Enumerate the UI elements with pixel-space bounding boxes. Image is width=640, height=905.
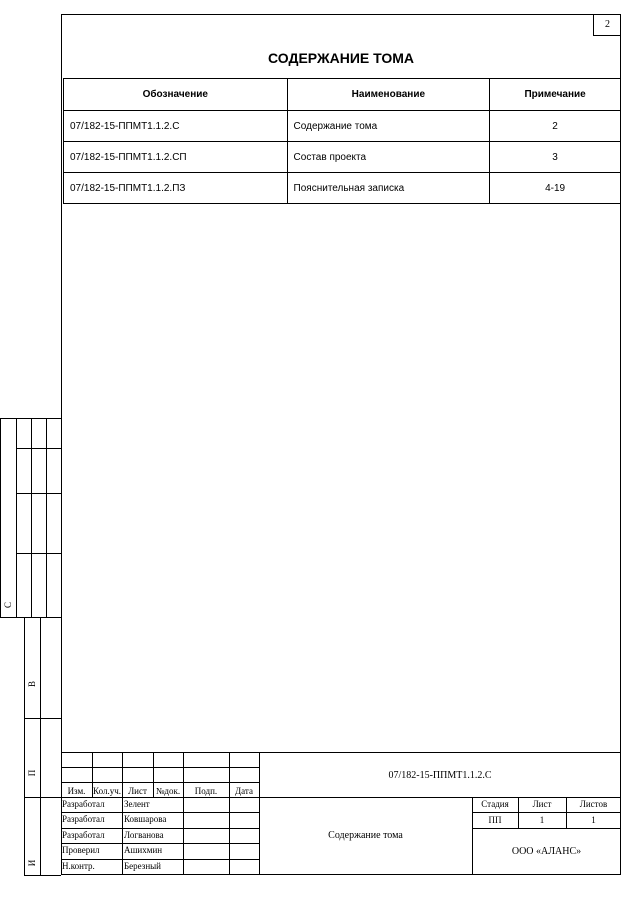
role-developer: Разработал bbox=[62, 799, 105, 809]
col-data: Дата bbox=[235, 785, 253, 796]
name-ashikhmin: Ашихмин bbox=[124, 845, 163, 855]
row-name: Состав проекта bbox=[287, 142, 490, 173]
contents-table bbox=[63, 78, 621, 204]
sheets-value: 1 bbox=[591, 814, 596, 825]
sheet-label: Лист bbox=[532, 799, 552, 809]
row-note: 2 bbox=[490, 111, 621, 142]
row-name: Содержание тома bbox=[287, 111, 490, 142]
table-row bbox=[64, 142, 621, 173]
row-designation: 07/182-15-ППМТ1.1.2.С bbox=[64, 111, 288, 142]
role-checker: Проверил bbox=[62, 845, 100, 855]
col-izm: Изм. bbox=[67, 785, 86, 796]
sheet-value: 1 bbox=[539, 814, 545, 825]
sheet-number: 2 bbox=[593, 14, 621, 36]
col-list: Лист bbox=[128, 785, 147, 796]
name-kovsharova: Ковшарова bbox=[124, 814, 167, 824]
role-developer: Разработал bbox=[62, 814, 105, 824]
table-header-row bbox=[64, 79, 621, 111]
row-note: 3 bbox=[490, 142, 621, 173]
page-title: СОДЕРЖАНИЕ ТОМА bbox=[268, 50, 414, 66]
col-podp: Подп. bbox=[194, 785, 218, 796]
table-row bbox=[64, 111, 621, 142]
table-row bbox=[64, 173, 621, 204]
row-note: 4-19 bbox=[490, 173, 621, 204]
header-designation: Обозначение bbox=[64, 79, 288, 111]
header-note: Примечание bbox=[490, 79, 621, 111]
col-ndok: №док. bbox=[155, 785, 181, 796]
sheets-label: Листов bbox=[579, 799, 608, 809]
name-zelent: Зелент bbox=[124, 799, 150, 809]
col-kol-uch: Кол.уч. bbox=[93, 785, 121, 796]
role-norm-control: Н.контр. bbox=[62, 861, 95, 871]
side-label-v: В bbox=[27, 681, 37, 688]
header-name: Наименование bbox=[287, 79, 490, 111]
document-name: Содержание тома bbox=[328, 830, 403, 841]
side-label-c: С bbox=[3, 602, 13, 609]
side-label-p: П bbox=[27, 769, 37, 777]
company-name: ООО «АЛАНС» bbox=[511, 845, 582, 857]
row-name: Пояснительная записка bbox=[287, 173, 490, 204]
row-designation: 07/182-15-ППМТ1.1.2.СП bbox=[64, 142, 288, 173]
document-code: 07/182-15-ППМТ1.1.2.С bbox=[388, 770, 492, 781]
row-designation: 07/182-15-ППМТ1.1.2.ПЗ bbox=[64, 173, 288, 204]
stage-label: Стадия bbox=[481, 799, 509, 809]
name-logvanova: Логванова bbox=[124, 830, 164, 840]
name-bereznyi: Березный bbox=[124, 861, 162, 871]
role-developer: Разработал bbox=[62, 830, 105, 840]
side-label-i: И bbox=[27, 859, 37, 867]
stage-value: ПП bbox=[488, 814, 502, 825]
